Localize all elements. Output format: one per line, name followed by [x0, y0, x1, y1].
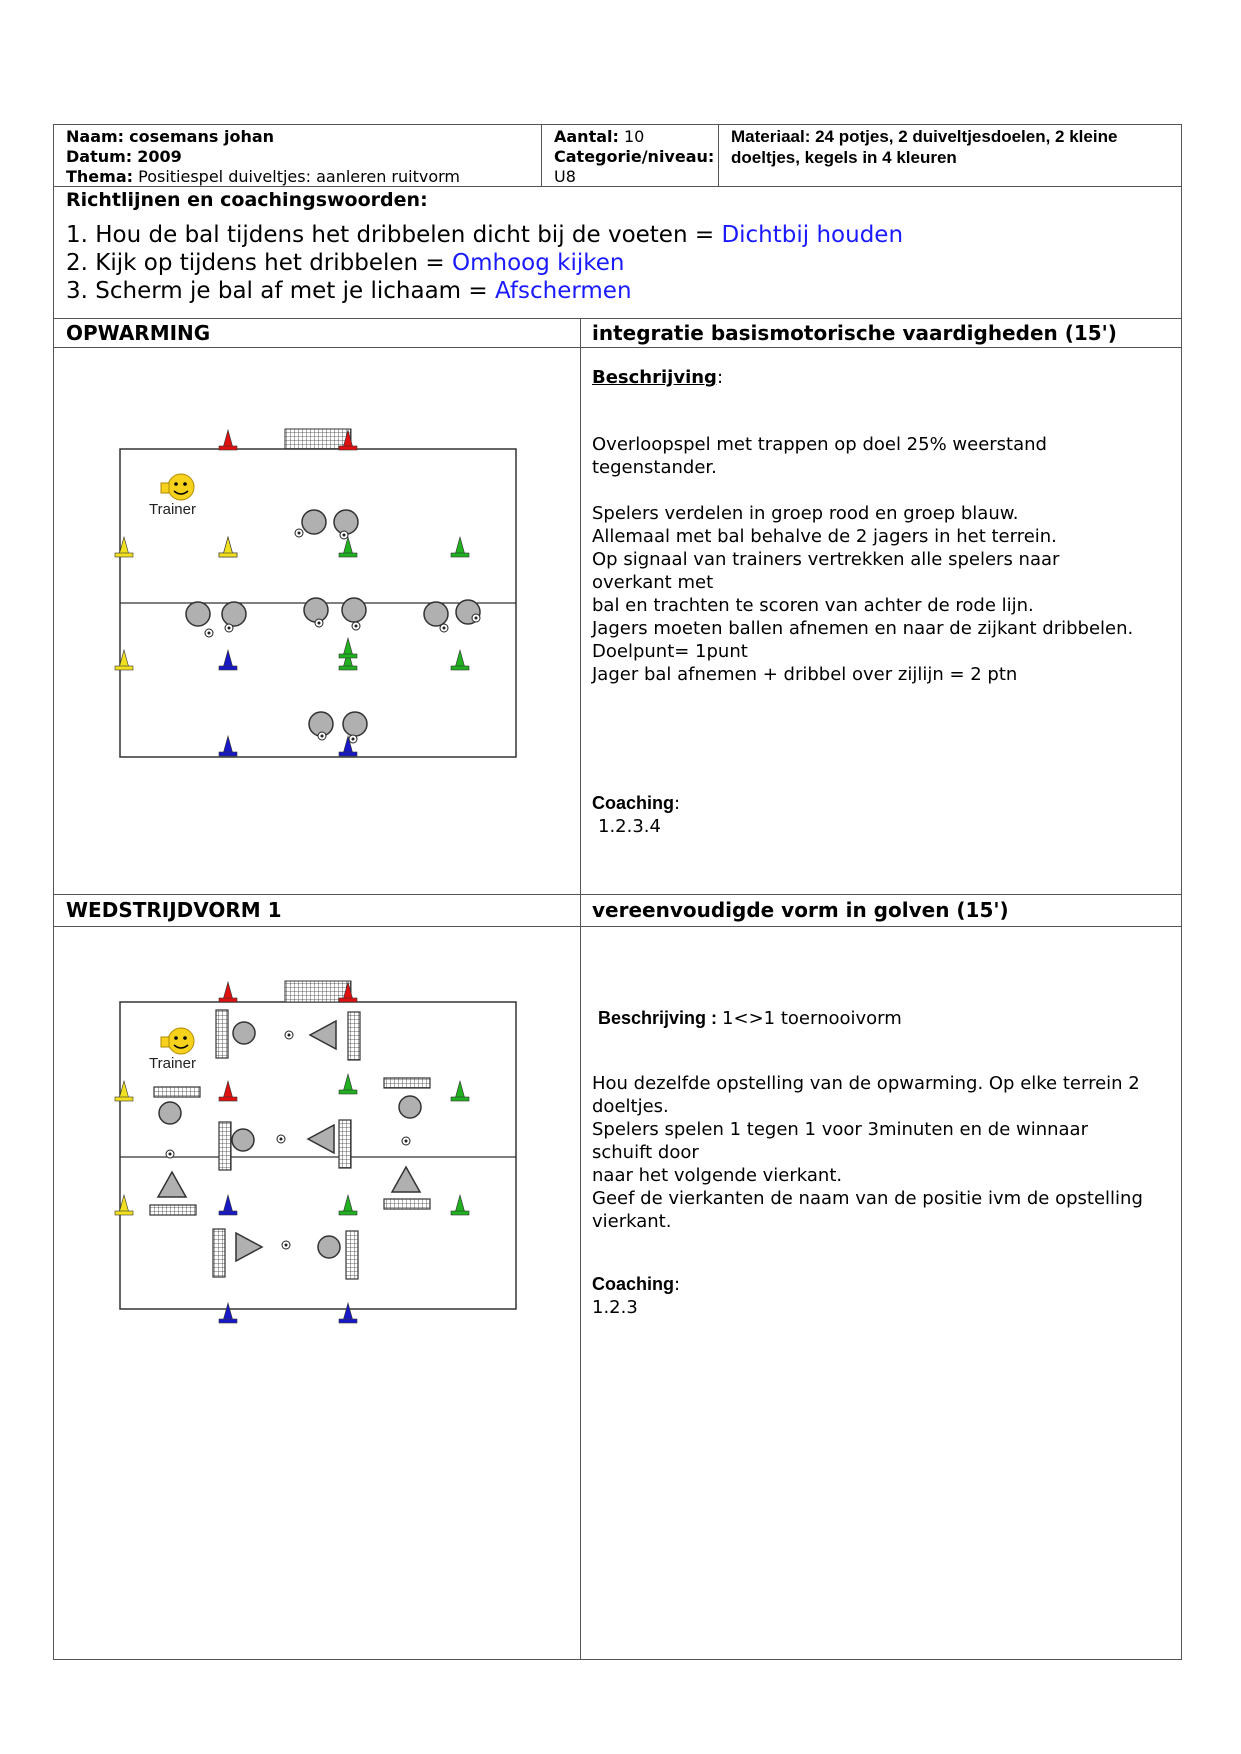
section2-text-cell: Beschrijving : 1<>1 toernooivorm Hou dezelfde opstelling van de opwarming. Op elke terrein 2 doeltjes. Spelers spelen 1 tegen 1 voor 3minuten en de winnaar schuift door naar het volgende vierkant. Geef de vierkanten de naam van de positie ivm de opstelling vierkant. Coaching: 1.2.3	[580, 926, 1182, 1660]
ball-icon	[349, 735, 357, 743]
small-goal	[348, 1012, 360, 1060]
ball-icon	[285, 1031, 293, 1039]
coaching-value-2: 1.2.3	[592, 1297, 638, 1318]
aantal-label: Aantal:	[554, 127, 619, 146]
ball-icon	[282, 1241, 290, 1249]
small-goal	[154, 1087, 200, 1097]
small-goal	[346, 1231, 358, 1279]
description-line: Doelpunt= 1punt	[592, 641, 748, 662]
section2-left-header: WEDSTRIJDVORM 1	[53, 894, 581, 927]
guidelines-section: Richtlijnen en coachingswoorden: 1. Hou de bal tijdens het dribbelen dicht bij de voeten = Dichtbij houden 2. Kijk op tijdens het dribbelen = Omhoog kijken 3. Scherm je bal af met je lichaam = Afschermen	[53, 186, 1182, 319]
description-line: overkant met	[592, 572, 714, 593]
cone-icon	[219, 982, 237, 1002]
player-icon	[222, 602, 246, 626]
ball-icon	[315, 619, 323, 627]
small-goal	[219, 1122, 231, 1170]
small-goal	[384, 1078, 430, 1088]
description-line: Jagers moeten ballen afnemen en naar de zijkant dribbelen.	[592, 618, 1134, 639]
ball-icon	[440, 624, 448, 632]
aantal-value: 10	[624, 127, 645, 146]
beschrijving-value-2: 1<>1 toernooivorm	[722, 1008, 902, 1029]
small-goal	[150, 1205, 196, 1215]
coaching-label-2: Coaching	[592, 1274, 675, 1294]
trainer-label: Trainer	[149, 501, 196, 518]
thema-label: Thema:	[66, 167, 134, 186]
ball-icon	[340, 531, 348, 539]
ball-icon	[318, 732, 326, 740]
datum-label: Datum:	[66, 147, 133, 166]
header-materiaal-cell	[718, 124, 1182, 187]
section1-right-header: integratie basismotorische vaardigheden (15')	[580, 318, 1182, 348]
description-line: naar het volgende vierkant.	[592, 1165, 843, 1186]
coaching-label-1: Coaching	[592, 793, 675, 813]
small-goal	[339, 1120, 351, 1168]
ball-icon	[277, 1135, 285, 1143]
wedstrijdvorm-field-diagram	[54, 927, 580, 1659]
naam-value: cosemans johan	[129, 127, 275, 146]
player-icon	[302, 510, 326, 534]
description-line: Allemaal met bal behalve de 2 jagers in het terrein.	[592, 526, 1057, 547]
trainer-label-2: Trainer	[149, 1055, 196, 1072]
description-line: Hou dezelfde opstelling van de opwarming. Op elke terrein 2	[592, 1073, 1140, 1094]
guidelines-title: Richtlijnen en coachingswoorden	[66, 189, 421, 211]
section2-right-header: vereenvoudigde vorm in golven (15')	[580, 894, 1182, 927]
exercise-sheet	[53, 124, 1182, 1660]
description-line: Overloopspel met trappen op doel 25% weerstand	[592, 434, 1047, 455]
ball-icon	[205, 629, 213, 637]
categorie-value: U8	[554, 167, 576, 186]
player-icon	[318, 1236, 340, 1258]
player-icon	[232, 1129, 254, 1151]
player-icon	[343, 712, 367, 736]
player-icon	[159, 1102, 181, 1124]
ball-icon	[402, 1137, 410, 1145]
opwarming-field-diagram	[54, 348, 580, 894]
player-icon	[424, 602, 448, 626]
player-icon	[233, 1022, 255, 1044]
header-aantal-cell	[541, 124, 719, 187]
small-goal	[213, 1229, 225, 1277]
ball-icon	[295, 529, 303, 537]
description-line: tegenstander.	[592, 457, 717, 478]
player-icon	[334, 510, 358, 534]
section1-text-cell: Beschrijving: Overloopspel met trappen op doel 25% weerstand tegenstander. Spelers verdelen in groep rood en groep blauw. Allemaal met bal behalve de 2 jagers in het terrein. Op signaal van trainers vertrekken alle spelers naar overkant met bal en trachten te scoren van achter de rode lijn. Jagers moeten ballen afnemen en naar de zijkant dribbelen. Doelpunt= 1punt Jager bal afnemen + dribbel over zijlijn = 2 ptn Coaching: 1.2.3.4	[580, 347, 1182, 895]
materiaal-text: Materiaal: 24 potjes, 2 duiveltjesdoelen, 2 kleine doeltjes, kegels in 4 kleuren	[731, 127, 1118, 167]
description-line: doeltjes.	[592, 1096, 669, 1117]
player-icon	[186, 602, 210, 626]
beschrijving-label-1: Beschrijving	[592, 367, 717, 388]
wedstrijdvorm-description	[592, 1072, 1170, 1233]
keyword-1: Dichtbij houden	[721, 222, 904, 248]
opwarming-description	[592, 433, 1170, 686]
description-line: schuift door	[592, 1142, 699, 1163]
ball-icon	[472, 614, 480, 622]
beschrijving-label-2: Beschrijving	[598, 1008, 707, 1028]
small-goal	[384, 1199, 430, 1209]
coaching-value-1: 1.2.3.4	[598, 816, 661, 837]
description-line: Spelers spelen 1 tegen 1 voor 3minuten en de winnaar	[592, 1119, 1088, 1140]
description-line: Spelers verdelen in groep rood en groep blauw.	[592, 503, 1019, 524]
description-line: vierkant.	[592, 1211, 672, 1232]
datum-value: 2009	[137, 147, 182, 166]
description-line	[592, 479, 1170, 502]
guideline-2: 2. Kijk op tijdens het dribbelen = Omhoog kijken	[66, 250, 625, 276]
keyword-2: Omhoog kijken	[452, 250, 625, 276]
section1-diagram-cell	[53, 347, 581, 895]
categorie-label: Categorie/niveau:	[554, 147, 715, 166]
ball-icon	[225, 624, 233, 632]
header-naam-cell	[53, 124, 542, 187]
section1-left-header: OPWARMING	[53, 318, 581, 348]
cone-icon	[219, 430, 237, 450]
ball-icon	[352, 622, 360, 630]
player-icon	[399, 1096, 421, 1118]
section2-diagram-cell	[53, 926, 581, 1660]
naam-label: Naam:	[66, 127, 125, 146]
description-line: Op signaal van trainers vertrekken alle spelers naar	[592, 549, 1060, 570]
ball-icon	[166, 1150, 174, 1158]
description-line: Geef de vierkanten de naam van de positie ivm de opstelling	[592, 1188, 1143, 1209]
thema-value: Positiespel duiveltjes: aanleren ruitvorm	[138, 167, 460, 186]
description-line: bal en trachten te scoren van achter de rode lijn.	[592, 595, 1034, 616]
guideline-3: 3. Scherm je bal af met je lichaam = Afschermen	[66, 278, 632, 304]
player-icon	[342, 598, 366, 622]
keyword-3: Afschermen	[494, 278, 632, 304]
guideline-1: 1. Hou de bal tijdens het dribbelen dicht bij de voeten = Dichtbij houden	[66, 222, 904, 248]
description-line: Jager bal afnemen + dribbel over zijlijn = 2 ptn	[592, 664, 1018, 685]
player-icon	[304, 598, 328, 622]
small-goal	[216, 1010, 228, 1058]
